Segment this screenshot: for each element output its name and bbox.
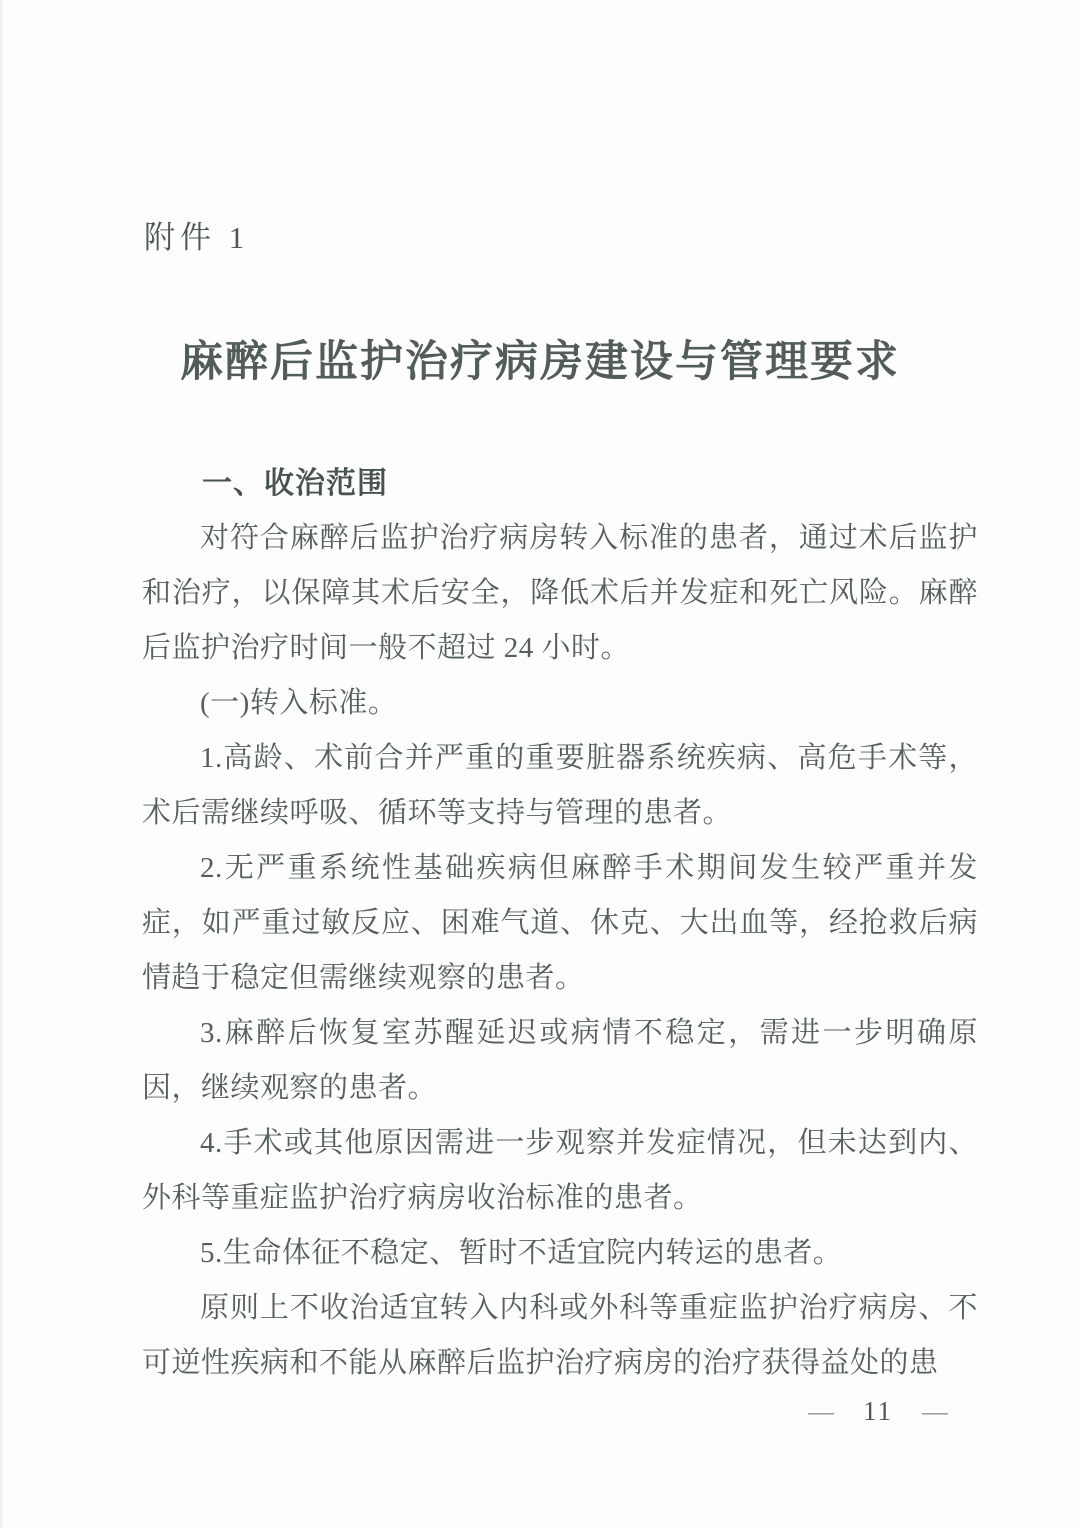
section-heading-admission-scope: 一、收治范围: [202, 467, 388, 500]
page-footer: [808, 1396, 948, 1427]
document-body: [142, 456, 978, 1391]
page-number: 11: [863, 1396, 893, 1426]
attachment-label: 附件 1: [144, 220, 250, 255]
transfer-criteria-item: 3.麻醉后恢复室苏醒延迟或病情不稳定，需进一步明确原因，继续观察的患者。: [142, 1017, 978, 1104]
closing-paragraph: 原则上不收治适宜转入内科或外科等重症监护治疗病房、不可逆性疾病和不能从麻醉后监护治疗病房的治疗获得益处的患: [142, 1292, 978, 1379]
footer-dash-right: —: [922, 1396, 948, 1426]
subsection-heading-transfer-criteria: (一)转入标准。: [200, 687, 398, 719]
transfer-criteria-item: 5.生命体征不稳定、暂时不适宜院内转运的患者。: [200, 1237, 843, 1269]
transfer-criteria-item: 4.手术或其他原因需进一步观察并发症情况，但未达到内、外科等重症监护治疗病房收治标准的患者。: [142, 1127, 978, 1214]
footer-dash-left: —: [808, 1396, 834, 1426]
scan-edge-artifact: [0, 0, 4, 1528]
document-title: 麻醉后监护治疗病房建设与管理要求: [180, 339, 900, 386]
intro-paragraph: 对符合麻醉后监护治疗病房转入标准的患者，通过术后监护和治疗，以保障其术后安全，降低术后并发症和死亡风险。麻醉后监护治疗时间一般不超过 24 小时。: [142, 522, 978, 664]
transfer-criteria-item: 2.无严重系统性基础疾病但麻醉手术期间发生较严重并发症，如严重过敏反应、困难气道、休克、大出血等，经抢救后病情趋于稳定但需继续观察的患者。: [142, 852, 978, 994]
transfer-criteria-item: 1.高龄、术前合并严重的重要脏器系统疾病、高危手术等，术后需继续呼吸、循环等支持与管理的患者。: [142, 742, 978, 829]
